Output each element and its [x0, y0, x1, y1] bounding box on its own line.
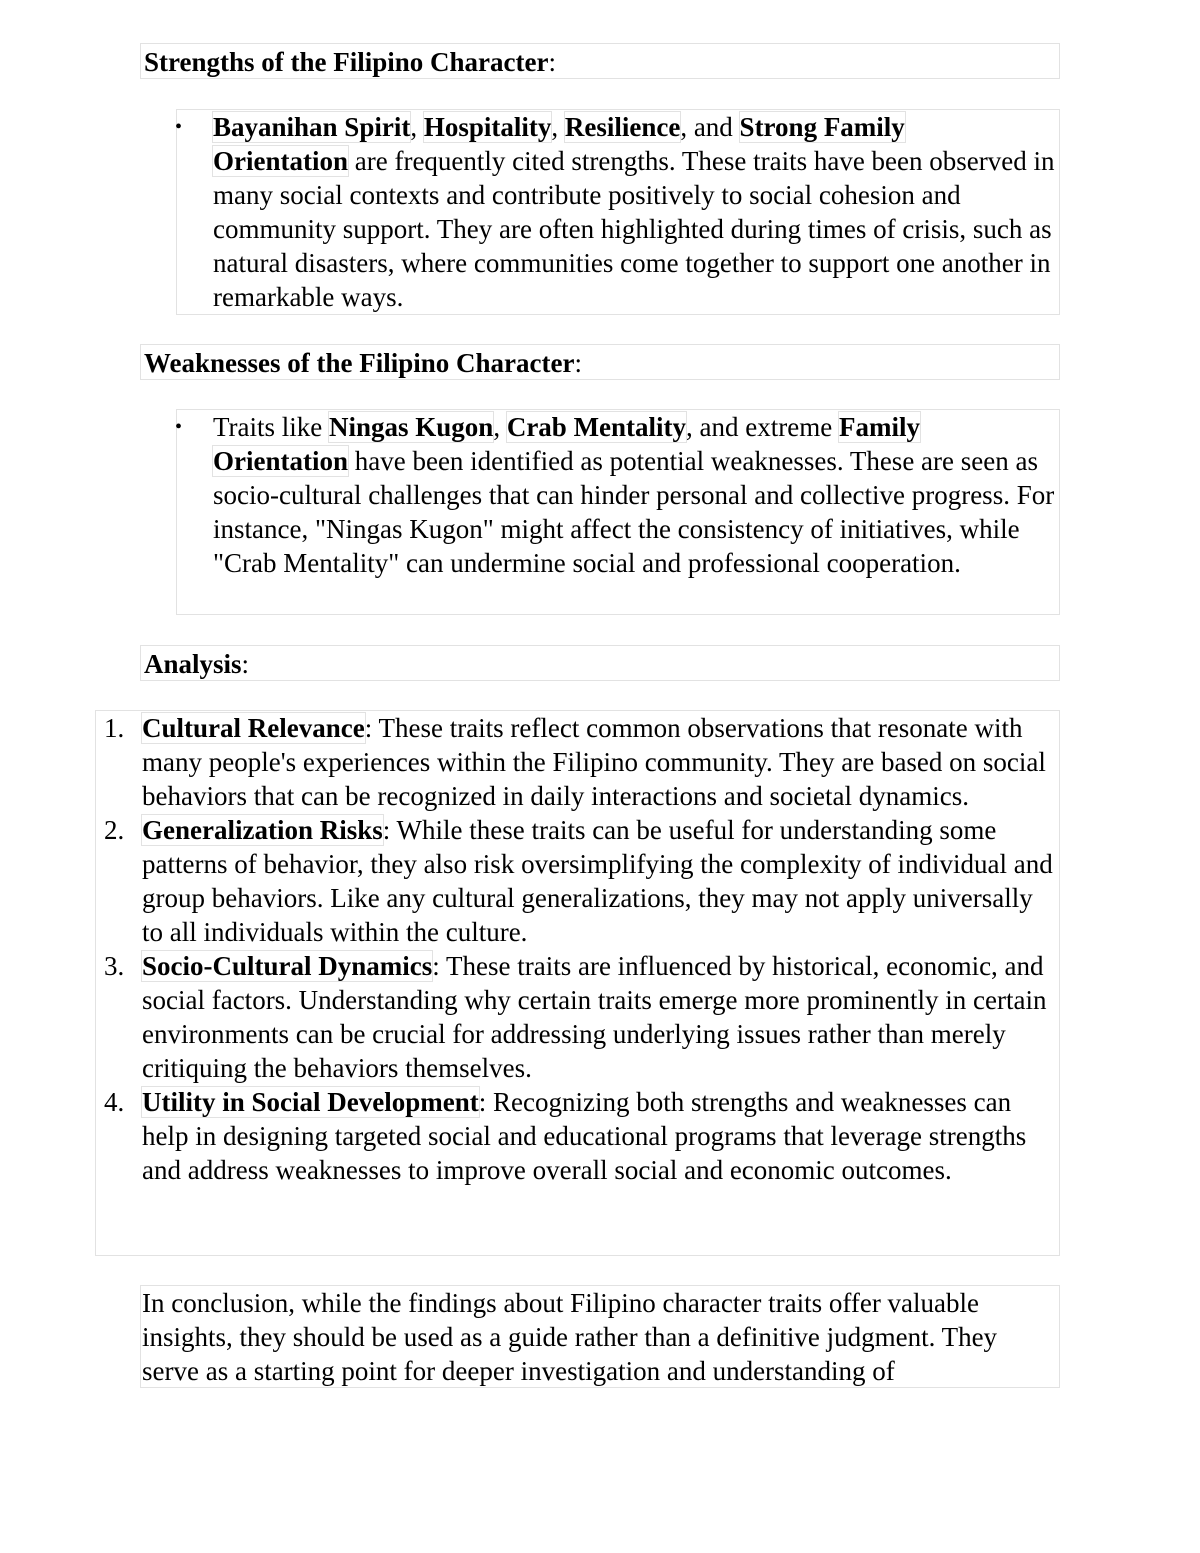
weaknesses-bullet [176, 409, 1060, 615]
keyword-ningas-kugon: Ningas Kugon [329, 412, 494, 442]
strengths-heading [140, 43, 1060, 79]
analysis-heading-colon: : [241, 649, 250, 679]
term-generalization-risks: Generalization Risks [142, 815, 383, 845]
separator: , and extreme [686, 412, 839, 442]
conclusion-paragraph [140, 1285, 1060, 1388]
strengths-bullet [176, 109, 1060, 315]
term-socio-cultural-dynamics: Socio-Cultural Dynamics [142, 951, 433, 981]
analysis-heading-text: Analysis [144, 649, 242, 679]
weaknesses-heading-colon: : [574, 348, 582, 378]
term-utility-in-social-development: Utility in Social Development [142, 1087, 479, 1117]
list-number: 1. [104, 713, 125, 743]
keyword-bayanihan-spirit: Bayanihan Spirit [213, 112, 411, 142]
keyword-strong-family: Strong Family [739, 112, 905, 142]
keyword-resilience: Resilience [564, 112, 681, 142]
list-number: 2. [104, 815, 125, 845]
strengths-body-text: are frequently cited strengths. These traits have been observed in many social contexts and contribute positively to social cohesion and community support. They are often highlighted during times of crisis, such as natural disasters, where communities come together to support one another in remarkable ways. [213, 146, 1055, 312]
keyword-crab-mentality: Crab Mentality [506, 412, 687, 442]
separator: , and [680, 112, 740, 142]
bullet-icon: • [175, 116, 183, 138]
strengths-heading-colon: : [548, 47, 556, 77]
list-item-text: : Recognizing both strengths and weaknesses can help in designing targeted social and educational programs that leverage strengths and address weaknesses to improve overall social and economic outcomes. [142, 1087, 1027, 1185]
weaknesses-body-text: have been identified as potential weaknesses. These are seen as socio-cultural challenges that can hinder personal and collective progress. For instance, "Ningas Kugon" might affect the consistency of initiatives, while "Crab Mentality" can undermine social and professional cooperation. [213, 446, 1055, 578]
list-item [104, 711, 1059, 813]
keyword-hospitality: Hospitality [423, 112, 552, 142]
analysis-heading [140, 645, 1060, 681]
list-number: 4. [104, 1087, 125, 1117]
list-item [104, 1085, 1059, 1187]
bullet-icon: • [175, 416, 183, 438]
keyword-orientation: Orientation [213, 146, 348, 176]
separator: , [493, 412, 507, 442]
weaknesses-prefix: Traits like [213, 412, 330, 442]
list-item-text: : These traits reflect common observations that resonate with many people's experiences within the Filipino community. They are based on social behaviors that can be recognized in daily interactions and societal dynamics. [142, 713, 1046, 811]
list-number: 3. [104, 951, 125, 981]
conclusion-text: In conclusion, while the findings about Filipino character traits offer valuable insights, they should be used as a guide rather than a definitive judgment. They serve as a starting point for deeper investigation and understanding of [142, 1288, 998, 1386]
list-item-text: : While these traits can be useful for understanding some patterns of behavior, they also risk oversimplifying the complexity of individual and group behaviors. Like any cultural generalizations, they may not apply universally to all individuals within the culture. [142, 815, 1053, 947]
separator: , [551, 112, 565, 142]
keyword-orientation: Orientation [213, 446, 348, 476]
term-cultural-relevance: Cultural Relevance [142, 713, 365, 743]
list-item-text: : These traits are influenced by historical, economic, and social factors. Understanding why certain traits emerge more prominently in certain environments can be crucial for addressing underlying issues rather than merely critiquing the behaviors themselves. [142, 951, 1047, 1083]
strengths-heading-text: Strengths of the Filipino Character [144, 47, 549, 77]
list-item [104, 949, 1059, 1085]
analysis-list [95, 710, 1060, 1256]
weaknesses-heading-text: Weaknesses of the Filipino Character [144, 348, 575, 378]
separator: , [410, 112, 424, 142]
weaknesses-heading [140, 344, 1060, 380]
keyword-family: Family [838, 412, 920, 442]
list-item [104, 813, 1059, 949]
